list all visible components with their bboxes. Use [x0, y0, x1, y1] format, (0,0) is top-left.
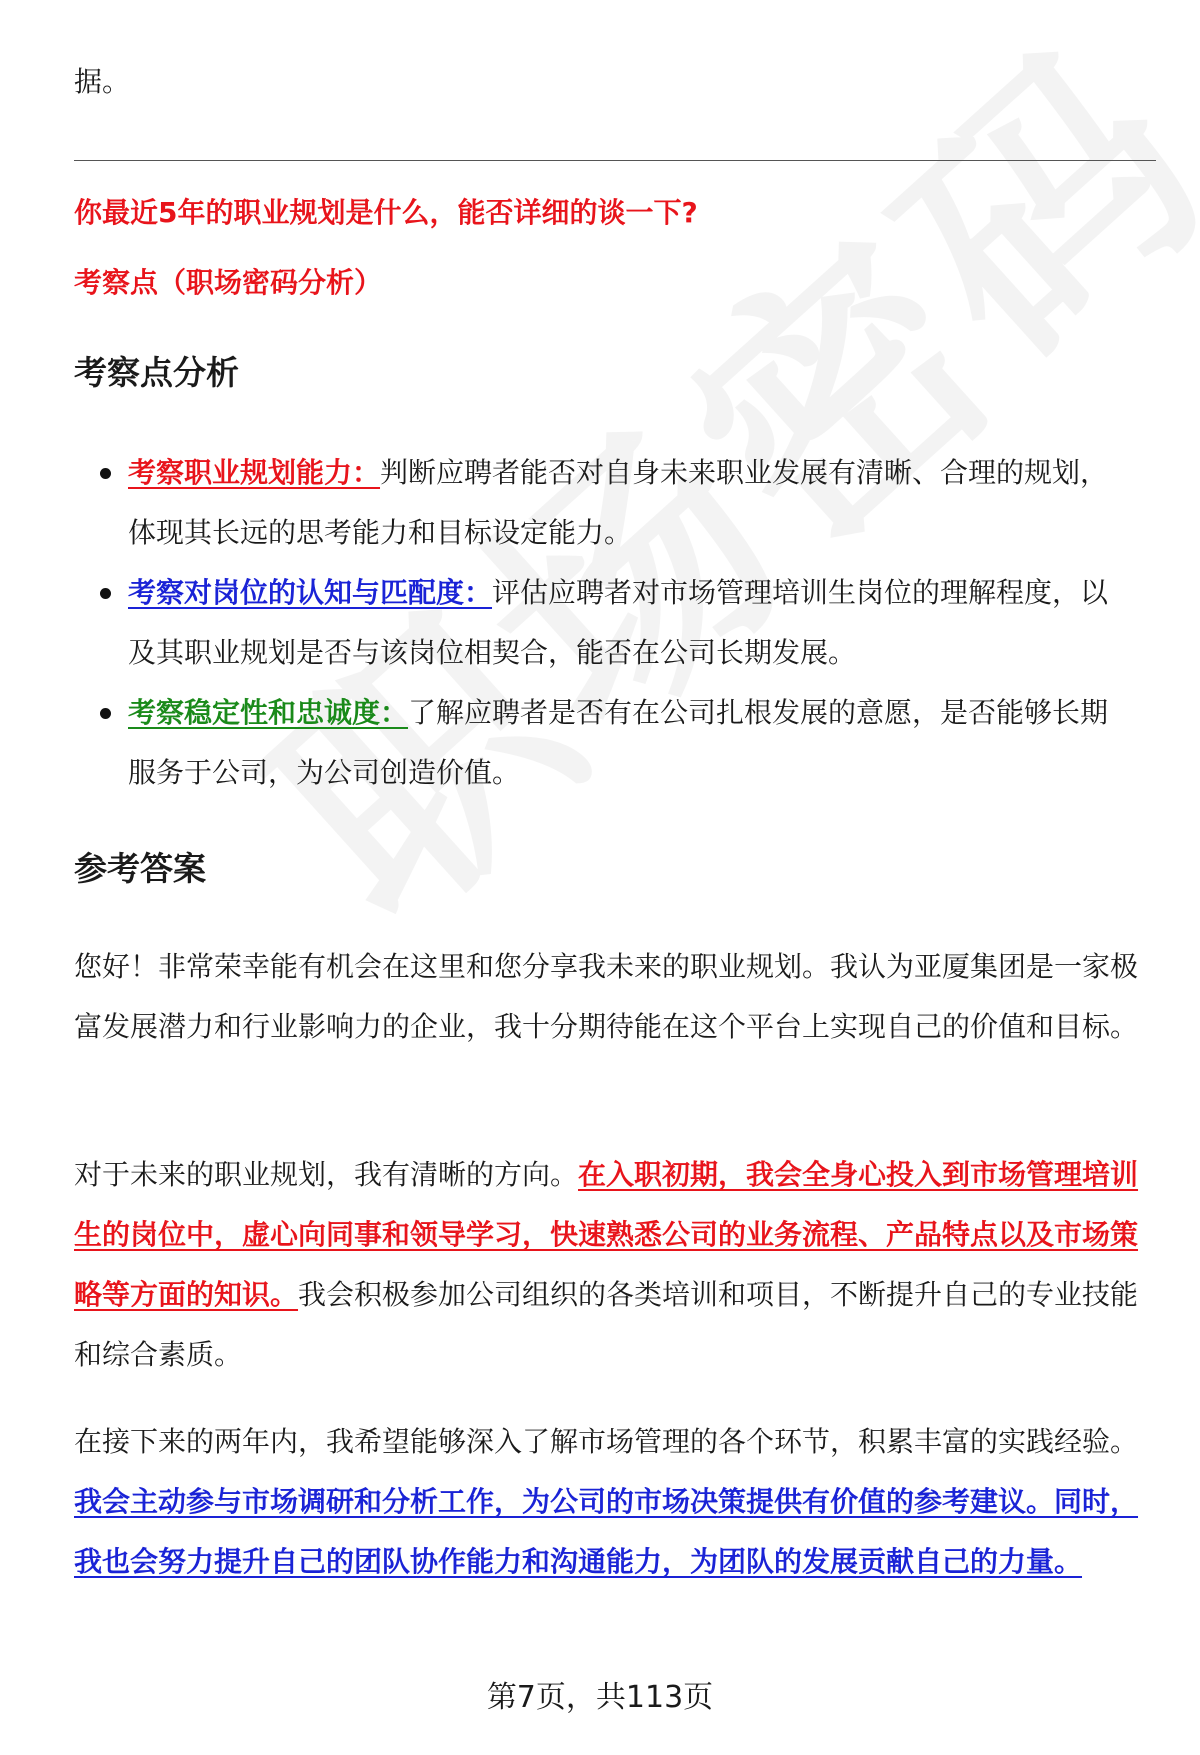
answer-heading: 参考答案 — [74, 849, 206, 888]
analysis-item — [74, 563, 1134, 683]
answer-paragraph — [74, 1412, 1144, 1592]
answer-highlight: 在入职初期，我会全身心投入到市场管理培训生的岗位中，虚心向同事和领导学习，快速熟悉公司的业务流程、产品特点以及市场策略等方面的知识。 — [74, 1158, 1139, 1311]
analysis-keyword: 考察稳定性和忠诚度： — [128, 696, 409, 729]
analysis-item — [74, 683, 1134, 803]
bullet-icon — [100, 588, 111, 599]
continued-text: 据。 — [74, 65, 131, 98]
answer-highlight: 我会主动参与市场调研和分析工作，为公司的市场决策提供有价值的参考建议。同时，我也会努力提升自己的团队协作能力和沟通能力，为团队的发展贡献自己的力量。 — [74, 1485, 1139, 1578]
answer-text: 对于未来的职业规划，我有清晰的方向。 — [74, 1158, 579, 1191]
analysis-heading: 考察点分析 — [74, 353, 239, 392]
analysis-text: 了解应聘者是否有在公司扎根发展的意愿，是否能够长期服务于公司，为公司创造价值。 — [128, 696, 1109, 789]
answer-text: 我会积极参加公司组织的各类培训和项目，不断提升自己的专业技能和综合素质。 — [74, 1278, 1139, 1371]
answer-text: 在接下来的两年内，我希望能够深入了解市场管理的各个环节，积累丰富的实践经验。 — [74, 1425, 1139, 1458]
answer-paragraph — [74, 1145, 1144, 1385]
source-label: 考察点（职场密码分析） — [74, 266, 383, 299]
analysis-item — [74, 443, 1134, 563]
page-footer: 第7页，共113页 — [486, 1680, 714, 1715]
analysis-text: 评估应聘者对市场管理培训生岗位的理解程度，以及其职业规划是否与该岗位相契合，能否在公司长期发展。 — [128, 576, 1109, 669]
divider — [74, 160, 1156, 161]
analysis-keyword: 考察对岗位的认知与匹配度： — [128, 576, 493, 609]
analysis-keyword: 考察职业规划能力： — [128, 456, 381, 489]
interview-question: 你最近5年的职业规划是什么，能否详细的谈一下? — [74, 196, 698, 229]
analysis-list — [74, 443, 1134, 803]
analysis-text: 判断应聘者能否对自身未来职业发展有清晰、合理的规划，体现其长远的思考能力和目标设定能力。 — [128, 456, 1109, 549]
bullet-icon — [100, 468, 111, 479]
answer-paragraph: 您好！非常荣幸能有机会在这里和您分享我未来的职业规划。我认为亚厦集团是一家极富发展潜力和行业影响力的企业，我十分期待能在这个平台上实现自己的价值和目标。 — [74, 950, 1139, 1043]
bullet-icon — [100, 708, 111, 719]
